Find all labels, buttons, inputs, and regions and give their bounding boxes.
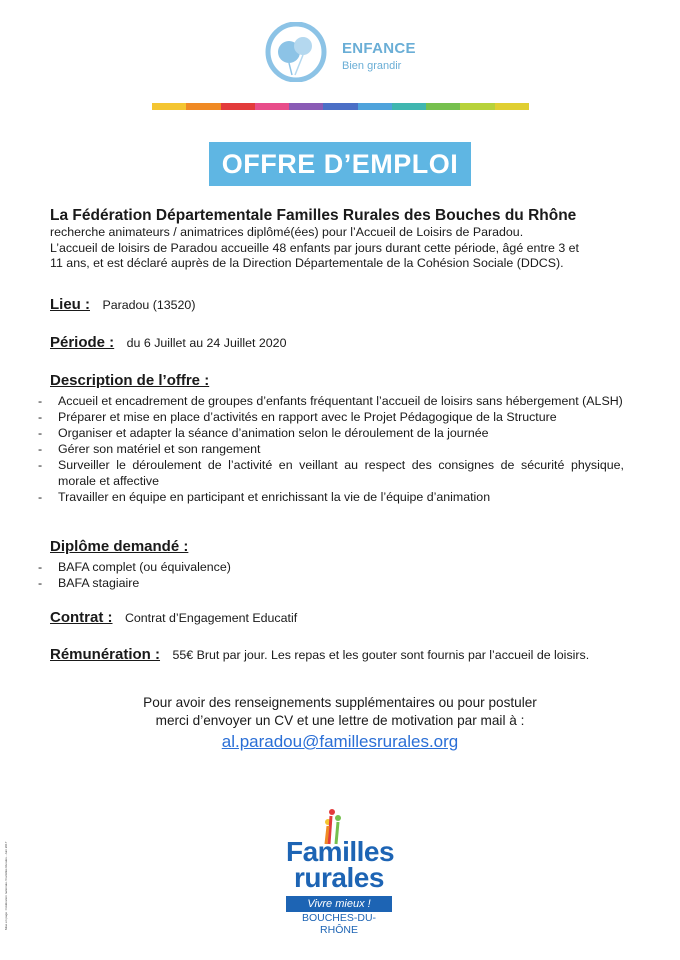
- lieu-section: [50, 296, 195, 314]
- description-list: [38, 393, 624, 505]
- intro-block: [50, 206, 650, 272]
- email-link[interactable]: al.paradou@famillesrurales.org: [221, 732, 459, 751]
- color-bar-segment: [221, 103, 255, 110]
- page-title: OFFRE D’EMPLOI: [209, 142, 471, 186]
- lieu-label: Lieu :: [50, 296, 90, 313]
- list-item-text: BAFA complet (ou équivalence): [58, 560, 231, 574]
- periode-value: du 6 Juillet au 24 Juillet 2020: [126, 336, 287, 350]
- color-bar-segment: [255, 103, 289, 110]
- description-section: [50, 372, 209, 390]
- list-item: - Préparer et mise en place d’activités en rapport avec le Projet Pédagogique de la Structure: [38, 410, 557, 424]
- list-item: - Travailler en équipe en participant et enrichissant la vie de l’équipe d’animation: [38, 490, 491, 504]
- logo-region: BOUCHES-DU-RHÔNE: [301, 912, 377, 936]
- color-bar-segment: [495, 103, 529, 110]
- list-item-text: Accueil et encadrement de groupes d’enfants fréquentant l’accueil de loisirs sans hébergement (ALSH): [58, 394, 623, 408]
- contact-block: [90, 694, 590, 752]
- intro-line: 11 ans, et est déclaré auprès de la Direction Départementale de la Cohésion Sociale (DDCS).: [50, 256, 564, 270]
- diplome-section: [50, 538, 188, 556]
- list-item: - BAFA complet (ou équivalence): [38, 560, 231, 574]
- side-credit: Mise en page : Fédération nationale / Familles Rurales - Juin 2017: [4, 841, 8, 930]
- color-bar-segment: [358, 103, 392, 110]
- color-bar-segment: [323, 103, 357, 110]
- list-item: - Gérer son matériel et son rangement: [38, 442, 261, 456]
- contact-line: Pour avoir des renseignements supplémentaires ou pour postuler: [143, 695, 537, 710]
- diplome-label: Diplôme demandé :: [50, 538, 189, 555]
- diplome-list: [38, 559, 624, 591]
- remuneration-section: [50, 646, 589, 664]
- contrat-label: Contrat :: [50, 609, 113, 626]
- list-item: - Organiser et adapter la séance d’animation selon le déroulement de la journée: [38, 426, 489, 440]
- enfance-logo: [262, 22, 432, 82]
- logo-slogan: Vivre mieux !: [286, 896, 392, 912]
- color-bar: [152, 103, 529, 110]
- list-item-text: Organiser et adapter la séance d’animation selon le déroulement de la journée: [58, 426, 489, 440]
- list-item-text: Préparer et mise en place d’activités en rapport avec le Projet Pédagogique de la Structure: [58, 410, 557, 424]
- color-bar-segment: [289, 103, 323, 110]
- enfance-subtitle: Bien grandir: [342, 60, 402, 72]
- list-item: - BAFA stagiaire: [38, 576, 140, 590]
- color-bar-segment: [152, 103, 186, 110]
- intro-line: recherche animateurs / animatrices diplômé(ées) pour l’Accueil de Loisirs de Paradou.: [50, 225, 524, 239]
- intro-heading: La Fédération Départementale Familles Rurales des Bouches du Rhône: [50, 207, 577, 224]
- intro-line: L’accueil de loisirs de Paradou accueille 48 enfants par jours durant cette période, âgé entre 3 et: [50, 240, 580, 255]
- periode-label: Période :: [50, 334, 115, 351]
- color-bar-segment: [426, 103, 460, 110]
- list-item: - Accueil et encadrement de groupes d’enfants fréquentant l’accueil de loisirs sans hébergement (ALSH): [38, 394, 623, 408]
- remuneration-label: Rémunération :: [50, 646, 161, 663]
- logo-text-familles: Familles: [286, 836, 395, 867]
- contrat-value: Contrat d’Engagement Educatif: [124, 611, 298, 625]
- list-item-text: BAFA stagiaire: [58, 576, 140, 590]
- description-label: Description de l’offre :: [50, 372, 210, 389]
- color-bar-segment: [460, 103, 494, 110]
- periode-section: [50, 334, 286, 352]
- contrat-section: [50, 609, 297, 627]
- color-bar-segment: [186, 103, 220, 110]
- list-item: - Surveiller le déroulement de l’activité en veillant au respect des consignes de sécurité physique, morale et affective: [38, 458, 624, 488]
- logo-text-rurales: rurales: [294, 862, 384, 893]
- enfance-title: ENFANCE: [342, 40, 416, 57]
- color-bar-segment: [392, 103, 426, 110]
- lieu-value: Paradou (13520): [102, 298, 196, 312]
- list-item-text: Travailler en équipe en participant et enrichissant la vie de l’équipe d’animation: [58, 490, 491, 504]
- list-item-text: Gérer son matériel et son rangement: [58, 442, 261, 456]
- contact-line: merci d’envoyer un CV et une lettre de motivation par mail à :: [155, 713, 525, 728]
- remuneration-value: 55€ Brut par jour. Les repas et les gouter sont fournis par l’accueil de loisirs.: [172, 648, 590, 662]
- list-item-text: Surveiller le déroulement de l’activité en veillant au respect des consignes de sécurité physique, morale et affective: [58, 458, 624, 488]
- balloons-icon: [262, 22, 332, 82]
- familles-rurales-logo: [282, 808, 400, 936]
